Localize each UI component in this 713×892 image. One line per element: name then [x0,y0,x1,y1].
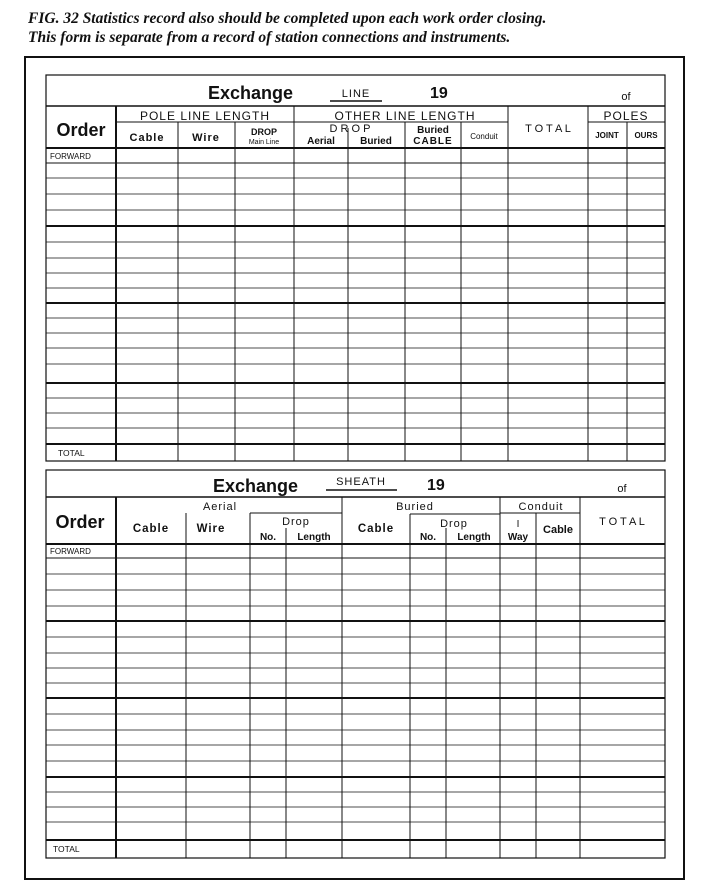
line-form-labels [50,83,658,458]
line-year-prefix: 19 [430,85,448,102]
sheath-column-dividers [116,497,580,858]
line-cable-label: Cable [129,132,165,144]
sheath-drop2-label: Drop [440,518,468,530]
line-pole-line-length: POLE LINE LENGTH [139,109,271,123]
line-aerial-label: Aerial [307,136,335,147]
line-buried-label: Buried [360,136,392,147]
line-total-label: T O T A L [525,123,571,135]
line-order-label: Order [56,120,106,140]
line-ours-label: OURS [634,131,658,140]
sheath-year-prefix: 19 [427,477,445,494]
line-drop-group-label: D R O P [329,123,371,135]
sheath-aerial-group-label: Aerial [202,501,238,513]
caption-line-1: FIG. 32 Statistics record also should be completed upon each work order closing. [28,10,547,27]
sheath-drop-label: Drop [282,516,310,528]
line-poles-label: POLES [603,109,649,123]
line-type-label: LINE [341,88,371,100]
line-conduit-label: Conduit [470,132,498,141]
sheath-order-label: Order [55,512,105,532]
line-total-row-label: TOTAL [58,448,85,458]
sheath-no-label: No. [259,532,277,543]
sheath-forward-label: FORWARD [50,547,91,556]
line-joint-label: JOINT [595,131,619,140]
sheath-body-rows [46,574,665,840]
line-exchange-label: Exchange [208,83,294,103]
line-body-rows [46,178,665,444]
sheath-form-labels [50,476,645,854]
sheath-cable-label: Cable [132,523,170,535]
line-buried-top-label: Buried [417,125,449,136]
sheath-type-label: SHEATH [336,476,386,488]
sheath-length-label: Length [297,532,331,543]
line-drop-label: DROP [250,127,278,137]
sheath-total-row-label: TOTAL [53,844,80,854]
sheath-total-label: T O T A L [599,516,645,528]
line-forward-label: FORWARD [50,152,91,161]
sheath-conduit-group-label: Conduit [518,501,564,513]
line-wire-label: Wire [192,132,220,144]
sheath-way-top-label: I [516,519,520,530]
line-buried-cable-label: CABLE [413,136,453,147]
sheath-exchange-label: Exchange [213,476,299,496]
sheath-buried-group-label: Buried [396,501,434,513]
sheath-length2-label: Length [457,532,491,543]
line-main-line-label: Main Line [248,139,280,146]
caption-line-2: This form is separate from a record of station connections and instruments. [28,29,511,46]
line-column-dividers [116,106,627,461]
sheath-conduit-cable-label: Cable [543,524,573,536]
sheath-wire-label: Wire [196,523,226,535]
sheath-of-label: of [617,483,627,495]
line-of-label: of [621,91,631,103]
sheath-way-label: Way [507,532,529,543]
sheath-no2-label: No. [419,532,437,543]
sheath-buried-cable-label: Cable [357,523,395,535]
line-other-line-length: OTHER LINE LENGTH [334,109,476,123]
